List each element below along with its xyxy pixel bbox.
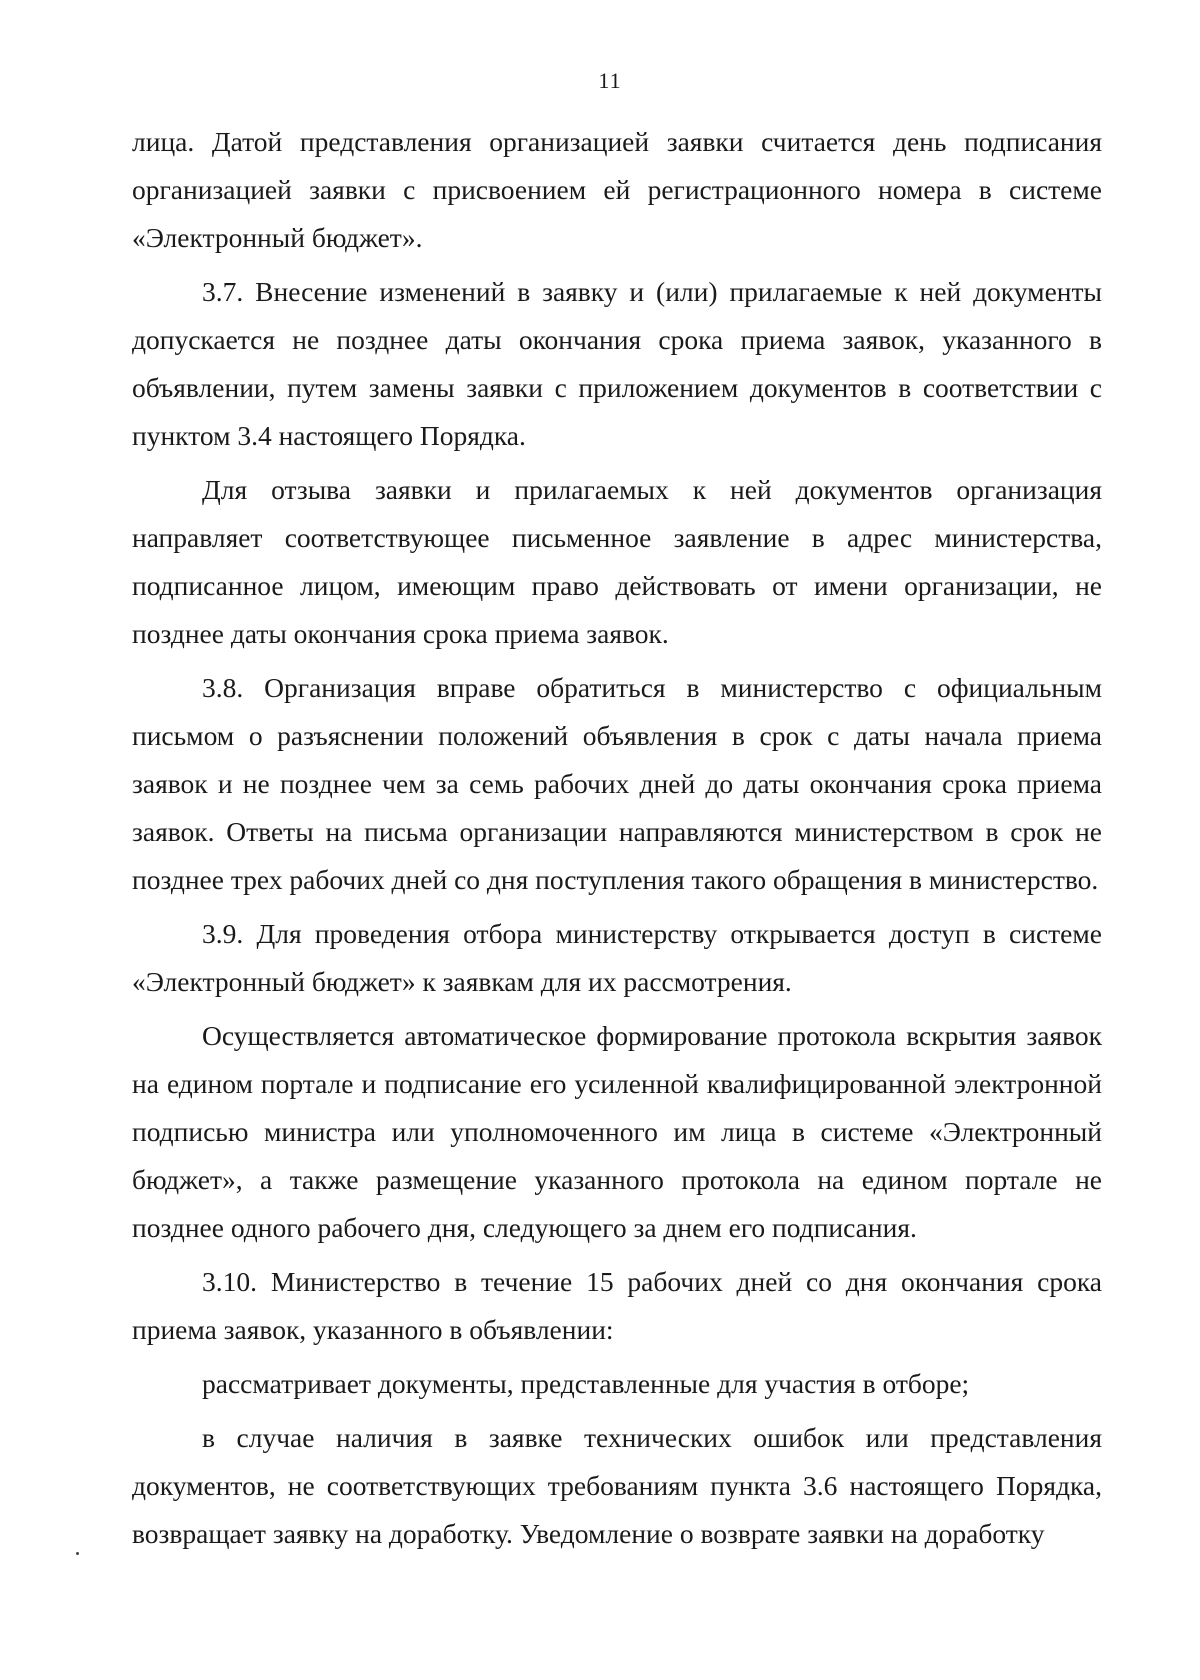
page-number: 11 — [598, 68, 622, 93]
paragraph-3-9: 3.9. Для проведения отбора министерству открывается доступ в системе «Электронный бюджет» к заявкам для их рассмотрения. — [132, 918, 1102, 997]
paragraph-review-documents: рассматривает документы, представленные для участия в отборе; — [202, 1368, 970, 1399]
paragraph-protocol: Осуществляется автоматическое формирование протокола вскрытия заявок на едином портале и подписание его усиленной квалифицированной электронной подписью министра или уполномоченного им лица в системе «Электронный бюджет», а также размещение указанного протокола на едином портале не позднее одного рабочего дня, следующего за днем его подписания. — [132, 1020, 1102, 1243]
document-body — [132, 118, 1102, 1558]
paragraph-return-for-revision: в случае наличия в заявке технических ошибок или представления документов, не соответствующих требованиям пункта 3.6 настоящего Порядка, возвращает заявку на доработку. Уведомление о возврате заявки на доработку — [132, 1422, 1102, 1549]
paragraph-withdrawal: Для отзыва заявки и прилагаемых к ней документов организация направляет соответствующее письменное заявление в адрес министерства, подписанное лицом, имеющим право действовать от имени организации, не позднее даты окончания срока приема заявок. — [132, 474, 1102, 649]
paragraph-3-7: 3.7. Внесение изменений в заявку и (или) прилагаемые к ней документы допускается не позднее даты окончания срока приема заявок, указанного в объявлении, путем замены заявки с приложением документов в соответствии с пунктом 3.4 настоящего Порядка. — [132, 276, 1102, 451]
paragraph-3-8: 3.8. Организация вправе обратиться в министерство с официальным письмом о разъяснении положений объявления в срок с даты начала приема заявок и не позднее чем за семь рабочих дней до даты окончания срока приема заявок. Ответы на письма организации направляются министерством в срок не позднее трех рабочих дней со дня поступления такого обращения в министерство. — [132, 672, 1102, 895]
paragraph-continuation: лица. Датой представления организацией заявки считается день подписания организацией заявки с присвоением ей регистрационного номера в системе «Электронный бюджет». — [132, 126, 1102, 253]
scan-speck — [76, 1552, 79, 1555]
paragraph-3-10: 3.10. Министерство в течение 15 рабочих дней со дня окончания срока приема заявок, указанного в объявлении: — [132, 1266, 1102, 1345]
